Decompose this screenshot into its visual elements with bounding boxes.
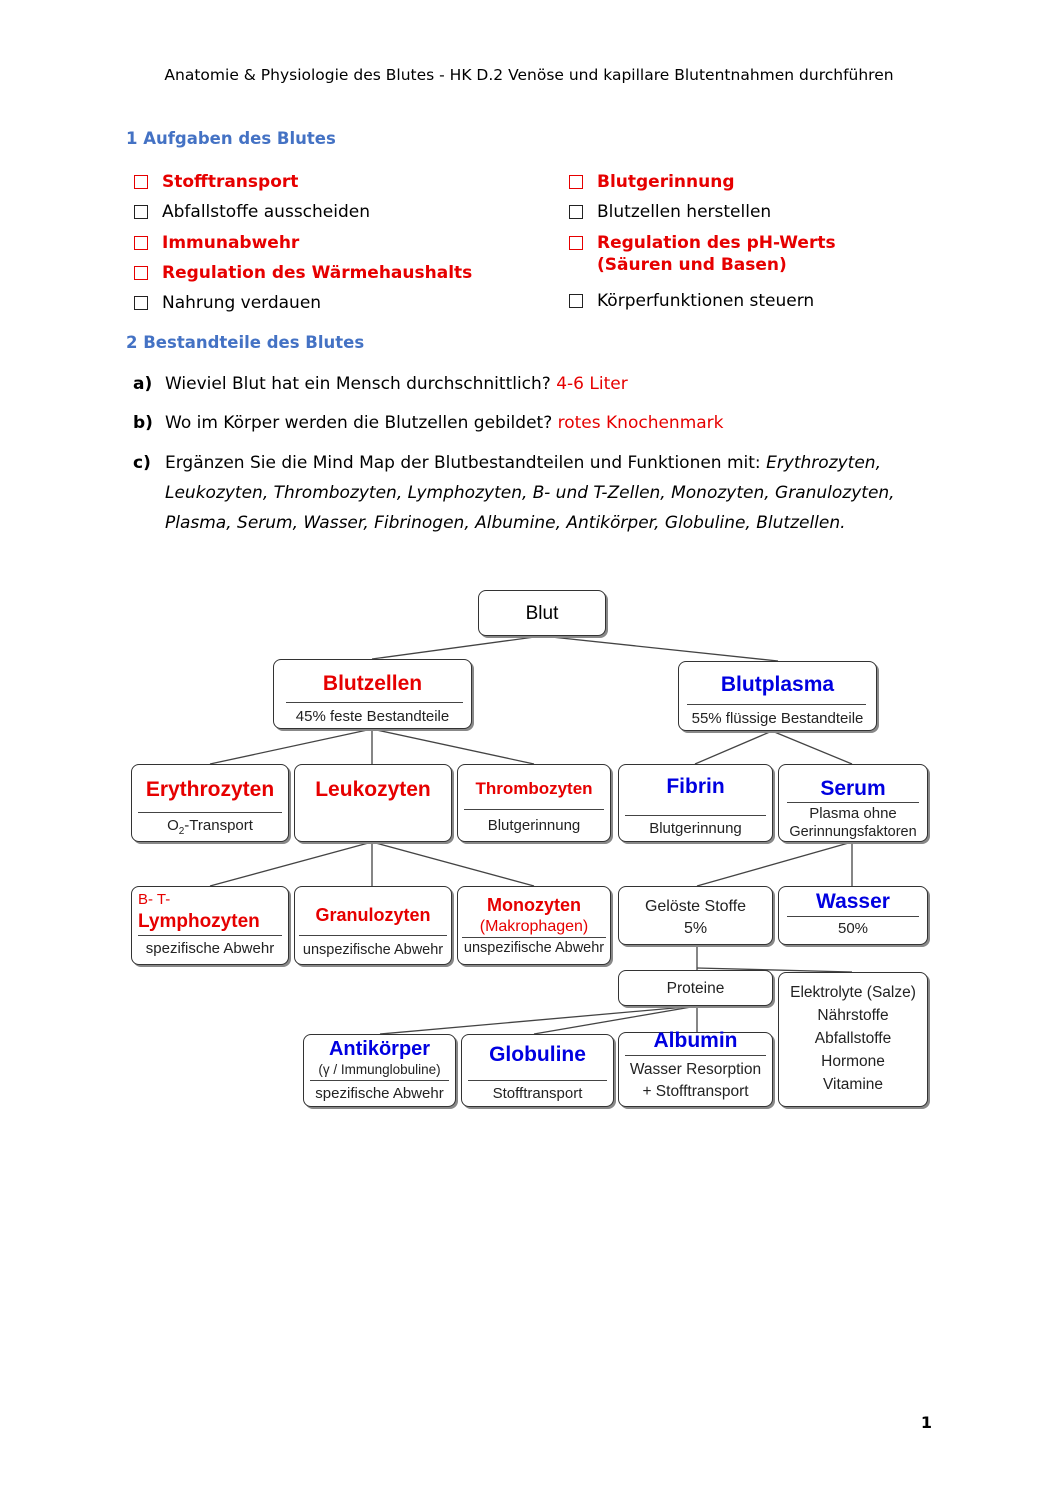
question-label: c) bbox=[133, 453, 151, 473]
mindmap-node-monozyten: Monozyten (Makrophagen) unspezifische Abwehr bbox=[457, 886, 611, 965]
mindmap-node-granulozyten: Granulozyten unspezifische Abwehr bbox=[294, 886, 452, 965]
divider bbox=[138, 935, 282, 936]
mindmap-node-elektrolyte: Elektrolyte (Salze) Nährstoffe Abfallstoffe Hormone Vitamine bbox=[778, 972, 928, 1107]
task-label: Nahrung verdauen bbox=[162, 293, 322, 313]
divider bbox=[138, 812, 282, 813]
terms-text: Plasma, Serum, Wasser, Fibrinogen, Albumine, Antikörper, Globuline, Blutzellen. bbox=[165, 513, 846, 533]
task-label: Blutgerinnung bbox=[597, 172, 735, 192]
mindmap-node-geloeste-stoffe: Gelöste Stoffe 5% bbox=[618, 886, 773, 945]
question-text: Wieviel Blut hat ein Mensch durchschnittlich? bbox=[165, 374, 551, 394]
task-label: Körperfunktionen steuern bbox=[597, 291, 815, 311]
task-label: Regulation des pH-Werts (Säuren und Basen) bbox=[597, 233, 836, 275]
divider bbox=[464, 809, 604, 810]
mindmap-node-leukozyten: Leukozyten bbox=[294, 764, 452, 842]
mindmap-node-lymphozyten: B- T- Lymphozyten spezifische Abwehr bbox=[131, 886, 289, 965]
mindmap-node-proteine: Proteine bbox=[618, 970, 773, 1006]
divider bbox=[787, 916, 919, 917]
divider bbox=[625, 815, 766, 816]
task-label: Abfallstoffe ausscheiden bbox=[162, 202, 371, 222]
divider bbox=[787, 802, 919, 803]
answer-text: 4-6 Liter bbox=[556, 374, 628, 394]
terms-text: Leukozyten, Thrombozyten, Lymphozyten, B- und T-Zellen, Monozyten, Granulozyten, bbox=[165, 483, 895, 503]
mindmap-node-thrombozyten: Thrombozyten Blutgerinnung bbox=[457, 764, 611, 842]
question-text: Ergänzen Sie die Mind Map der Blutbestandteilen und Funktionen mit: bbox=[165, 453, 761, 473]
answer-text: rotes Knochenmark bbox=[557, 413, 724, 433]
mindmap-node-serum: Serum Plasma ohne Gerinnungsfaktoren bbox=[778, 764, 928, 842]
divider bbox=[462, 937, 606, 938]
task-label: Regulation des Wärmehaushalts bbox=[162, 263, 473, 283]
mindmap-node-fibrin: Fibrin Blutgerinnung bbox=[618, 764, 773, 842]
mindmap-node-globuline: Globuline Stofftransport bbox=[461, 1034, 614, 1107]
mindmap-node-albumin: Albumin Wasser Resorption + Stofftransport bbox=[618, 1032, 773, 1107]
question-label: a) bbox=[133, 374, 153, 394]
question-text: Wo im Körper werden die Blutzellen gebildet? bbox=[165, 413, 553, 433]
question-label: b) bbox=[133, 413, 153, 433]
divider bbox=[299, 935, 447, 936]
mindmap-node-blutplasma: Blutplasma 55% flüssige Bestandteile bbox=[678, 661, 877, 731]
terms-text: Erythrozyten, bbox=[766, 453, 881, 473]
task-label: Stofftransport bbox=[162, 172, 299, 192]
section2-title: 2 Bestandteile des Blutes bbox=[126, 333, 365, 352]
task-label: Blutzellen herstellen bbox=[597, 202, 772, 222]
section1-title: 1 Aufgaben des Blutes bbox=[126, 129, 336, 148]
page-number: 1 bbox=[920, 1413, 932, 1432]
mindmap-node-wasser: Wasser 50% bbox=[778, 886, 928, 945]
divider bbox=[468, 1080, 607, 1081]
mindmap-node-blut: Blut bbox=[478, 590, 606, 636]
task-label: Immunabwehr bbox=[162, 233, 300, 253]
divider bbox=[310, 1080, 449, 1081]
page-header: Anatomie & Physiologie des Blutes - HK D.2 Venöse und kapillare Blutentnahmen durchführen bbox=[164, 66, 894, 84]
mindmap-node-antikoerper: Antikörper (γ / Immunglobuline) spezifische Abwehr bbox=[303, 1034, 456, 1107]
divider bbox=[625, 1055, 766, 1056]
divider bbox=[286, 702, 463, 703]
divider bbox=[687, 704, 866, 705]
mindmap-node-erythrozyten: Erythrozyten $O_2$-Transport bbox=[131, 764, 289, 842]
mindmap-node-blutzellen: Blutzellen 45% feste Bestandteile bbox=[273, 659, 472, 729]
